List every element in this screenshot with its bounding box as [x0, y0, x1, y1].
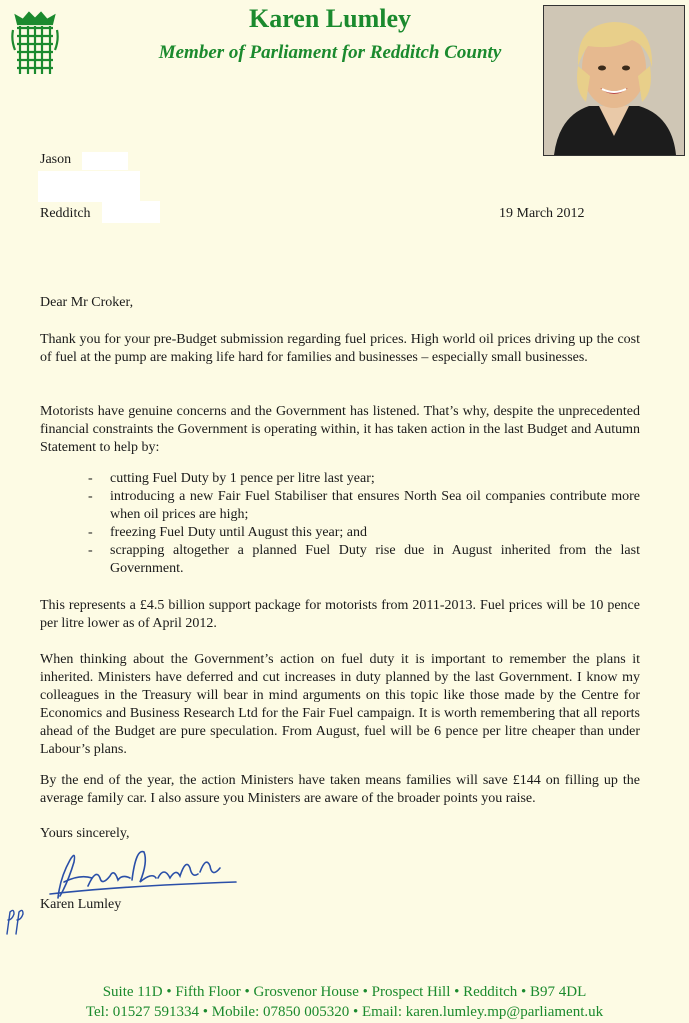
list-item: - introducing a new Fair Fuel Stabiliser that ensures North Sea oil companies contribute more when oil prices are high; — [88, 488, 640, 524]
redaction-block — [102, 201, 160, 223]
letter-date: 19 March 2012 — [499, 206, 585, 221]
paragraph-5: By the end of the year, the action Ministers have taken means families will save £144 on filling up the average family car. I also assure you Ministers are aware of the broader points you raise. — [40, 773, 640, 806]
list-item: - cutting Fuel Duty by 1 pence per litre last year; — [88, 470, 640, 488]
mp-name-heading: Karen Lumley — [248, 4, 412, 33]
mp-portrait-photo — [543, 5, 685, 156]
portcullis-logo-icon — [10, 10, 60, 78]
paragraph-1: Thank you for your pre-Budget submission regarding fuel prices. High world oil prices driving up the cost of fuel at the pump are making life hard for families and businesses – especially small businesses. — [40, 332, 640, 365]
list-item: - scrapping altogether a planned Fuel Duty rise due in August inherited from the last Government. — [88, 542, 640, 578]
salutation: Dear Mr Croker, — [40, 295, 134, 310]
redaction-block — [38, 171, 140, 202]
footer-contact: Tel: 01527 591334 • Mobile: 07850 005320 • Email: karen.lumley.mp@parliament.uk — [85, 1004, 604, 1020]
measures-list — [88, 470, 640, 578]
recipient-town: Redditch — [40, 206, 91, 221]
paragraph-4: When thinking about the Government’s action on fuel duty it is important to remember the plans it inherited. Ministers have deferred and cut increases in duty planned by the last Government. I know my colleagues in the Treasury will bear in mind arguments on this topic like those made by the Centre for Economics and Business Research Ltd for the Fair Fuel campaign. It is worth remembering that all reports ahead of the Budget are pure speculation. From August, fuel will be 6 pence per litre cheaper than under Labour’s plans. — [40, 652, 640, 757]
recipient-name: Jason — [40, 152, 72, 167]
paragraph-2: Motorists have genuine concerns and the Government has listened. That’s why, despite the unprecedented financial constraints the Government is operating within, it has taken action in the last Budget and Autumn Statement to help by: — [40, 404, 640, 455]
footer-address: Suite 11D • Fifth Floor • Grosvenor House • Prospect Hill • Redditch • B97 4DL — [102, 984, 587, 1000]
paragraph-3: This represents a £4.5 billion support package for motorists from 2011-2013. Fuel prices will be 10 pence per litre lower as of April 2012. — [40, 598, 640, 631]
list-item: - freezing Fuel Duty until August this year; and — [88, 524, 640, 542]
redaction-block — [82, 152, 128, 170]
pp-handwritten-mark — [2, 904, 28, 938]
mp-role-subheading: Member of Parliament for Redditch County — [158, 42, 502, 63]
handwritten-signature — [40, 838, 240, 906]
signer-name: Karen Lumley — [40, 897, 122, 912]
closing: Yours sincerely, — [40, 826, 130, 841]
